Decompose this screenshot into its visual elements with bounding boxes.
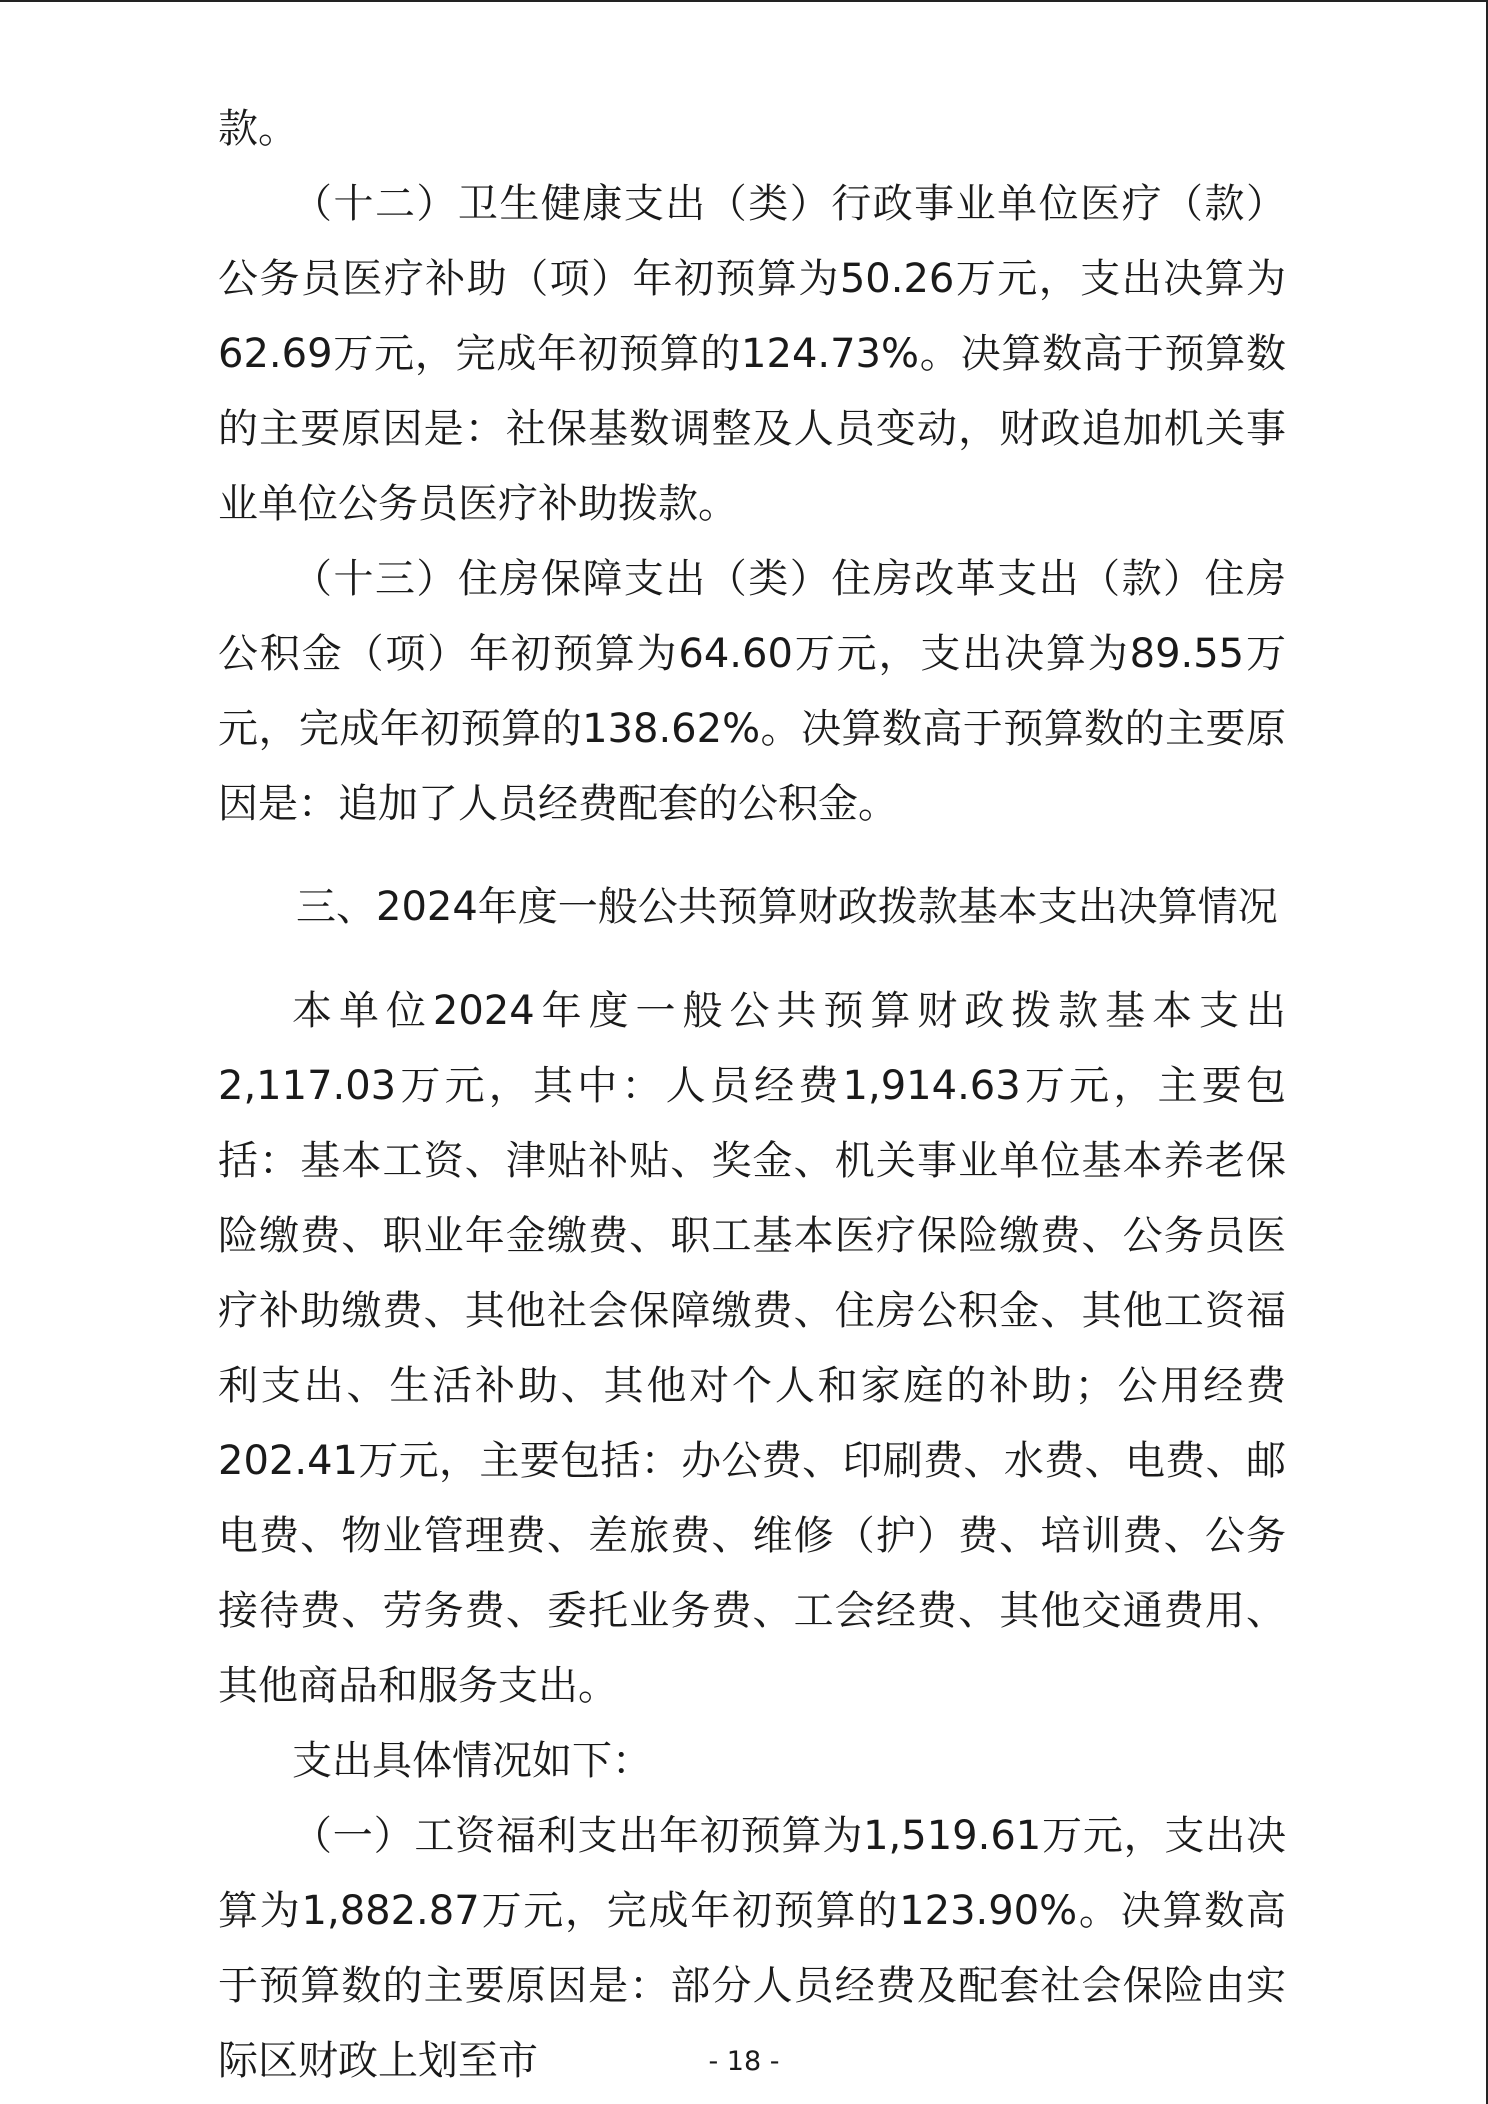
page-border-top xyxy=(0,0,1488,2)
paragraph-item-13-housing: （十三）住房保障支出（类）住房改革支出（款）住房公积金（项）年初预算为64.60万元，支出决算为89.55万元，完成年初预算的138.62%。决算数高于预算数的主要原因是：追加了人员经费配套的公积金。 xyxy=(218,556,1286,827)
paragraph-basic-expenditure: 本单位2024年度一般公共预算财政拨款基本支出2,117.03万元，其中：人员经费1,914.63万元，主要包括：基本工资、津贴补贴、奖金、机关事业单位基本养老保险缴费、职业年金缴费、职工基本医疗保险缴费、公务员医疗补助缴费、其他社会保障缴费、住房公积金、其他工资福利支出、生活补助、其他对个人和家庭的补助；公用经费202.41万元，主要包括：办公费、印刷费、水费、电费、邮电费、物业管理费、差旅费、维修（护）费、培训费、公务接待费、劳务费、委托业务费、工会经费、其他交通费用、其他商品和服务支出。 xyxy=(218,988,1286,1709)
paragraph-item-1-wages: （一）工资福利支出年初预算为1,519.61万元，支出决算为1,882.87万元，完成年初预算的123.90%。决算数高于预算数的主要原因是：部分人员经费及配套社会保险由实际区财政上划至市 xyxy=(218,1813,1286,2084)
paragraph-details-intro: 支出具体情况如下： xyxy=(292,1738,652,1784)
paragraph-item-12-health: （十二）卫生健康支出（类）行政事业单位医疗（款）公务员医疗补助（项）年初预算为50.26万元，支出决算为62.69万元，完成年初预算的124.73%。决算数高于预算数的主要原因是：社保基数调整及人员变动，财政追加机关事业单位公务员医疗补助拨款。 xyxy=(218,181,1286,527)
document-body xyxy=(218,92,1286,2099)
section-heading: 三、2024年度一般公共预算财政拨款基本支出决算情况 xyxy=(296,884,1278,930)
page-number: - 18 - xyxy=(708,2046,780,2077)
paragraph-continuation: 款。 xyxy=(218,106,298,152)
